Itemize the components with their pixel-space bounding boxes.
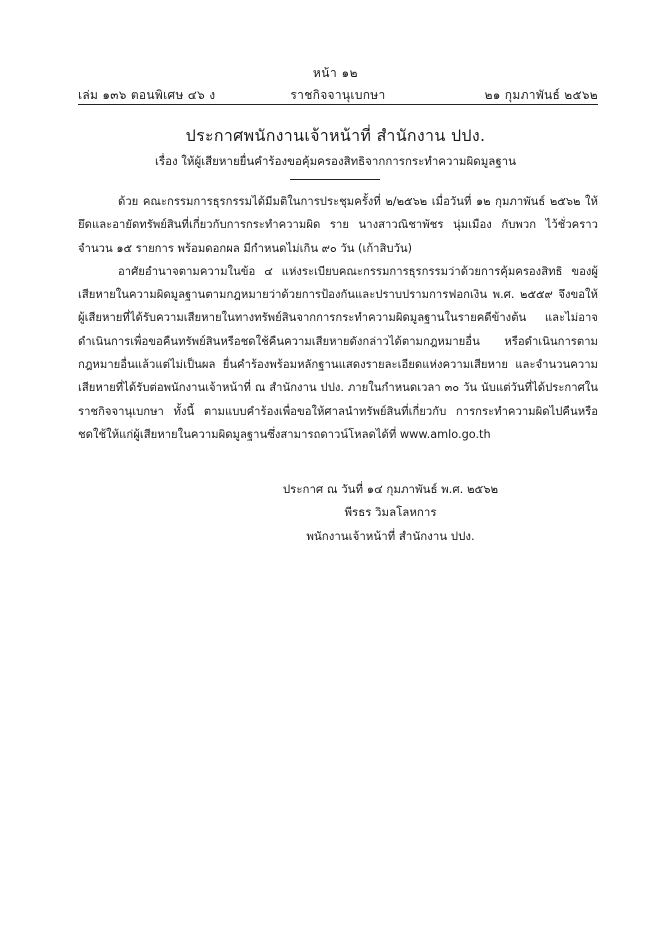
body-paragraph-1: ด้วย คณะกรรมการธุรกรรมได้มีมติในการประชุมครั้งที่ ๒/๒๕๖๒ เมื่อวันที่ ๑๒ กุมภาพันธ์ ๒๕๖๒ ให้ยึดและอายัดทรัพย์สินที่เกี่ยวกับการกระทำความผิด ราย นางสาวณิชาพัชร นุ่มเมือง กับพวก ไว้ชั่วคราว จำนวน ๑๕ รายการ พร้อมดอกผล มีกำหนดไม่เกิน ๙๐ วัน (เก้าสิบวัน) (78, 195, 598, 255)
title-divider (290, 179, 380, 180)
signature-block (0, 478, 671, 548)
signatory-position: พนักงานเจ้าหน้าที่ สำนักงาน ปปง. (306, 528, 475, 543)
publication-date: ๒๑ กุมภาพันธ์ ๒๕๖๒ (484, 88, 598, 102)
page-number: หน้า ๑๒ (312, 66, 359, 80)
announcement-title: ประกาศพนักงานเจ้าหน้าที่ สำนักงาน ปปง. (185, 126, 486, 145)
signatory-name: พีรธร วิมลโลหการ (344, 505, 437, 520)
announcement-subject: เรื่อง ให้ผู้เสียหายยื่นคำร้องขอคุ้มครองสิทธิจากการกระทำความผิดมูลฐาน (155, 154, 516, 168)
announced-date: ประกาศ ณ วันที่ ๑๔ กุมภาพันธ์ พ.ศ. ๒๕๖๒ (282, 482, 499, 496)
volume-issue: เล่ม ๑๓๖ ตอนพิเศษ ๔๖ ง (78, 88, 216, 102)
body-paragraph-2: อาศัยอำนาจตามความในข้อ ๔ แห่งระเบียบคณะกรรมการธุรกรรมว่าด้วยการคุ้มครองสิทธิ ของผู้เสียหายในความผิดมูลฐานตามกฎหมายว่าด้วยการป้องกันและปราบปรามการฟอกเงิน พ.ศ. ๒๕๕๙ จึงขอให้ผู้เสียหายที่ได้รับความเสียหายในทางทรัพย์สินจากการกระทำความผิดมูลฐานในรายคดีข้างต้น และไม่อาจดำเนินการเพื่อขอคืนทรัพย์สินหรือชดใช้คืนความเสียหายดังกล่าวได้ตามกฎหมายอื่น หรือดำเนินการตามกฎหมายอื่นแล้วแต่ไม่เป็นผล ยื่นคำร้องพร้อมหลักฐานแสดงรายละเอียดแห่งความเสียหาย และจำนวนความเสียหายที่ได้รับต่อพนักงานเจ้าหน้าที่ ณ สำนักงาน ปปง. ภายในกำหนดเวลา ๓๐ วัน นับแต่วันที่ได้ประกาศในราชกิจจานุเบกษา ทั้งนี้ ตามแบบคำร้องเพื่อขอให้ศาลนำทรัพย์สินที่เกี่ยวกับ การกระทำความผิดไปคืนหรือชดใช้ให้แก่ผู้เสียหายในความผิดมูลฐานซึ่งสามารถดาวน์โหลดได้ที่ www.amlo.go.th (78, 264, 598, 441)
announcement-body (78, 190, 598, 446)
publication-name: ราชกิจจานุเบกษา (290, 88, 386, 102)
header-divider (78, 104, 598, 105)
